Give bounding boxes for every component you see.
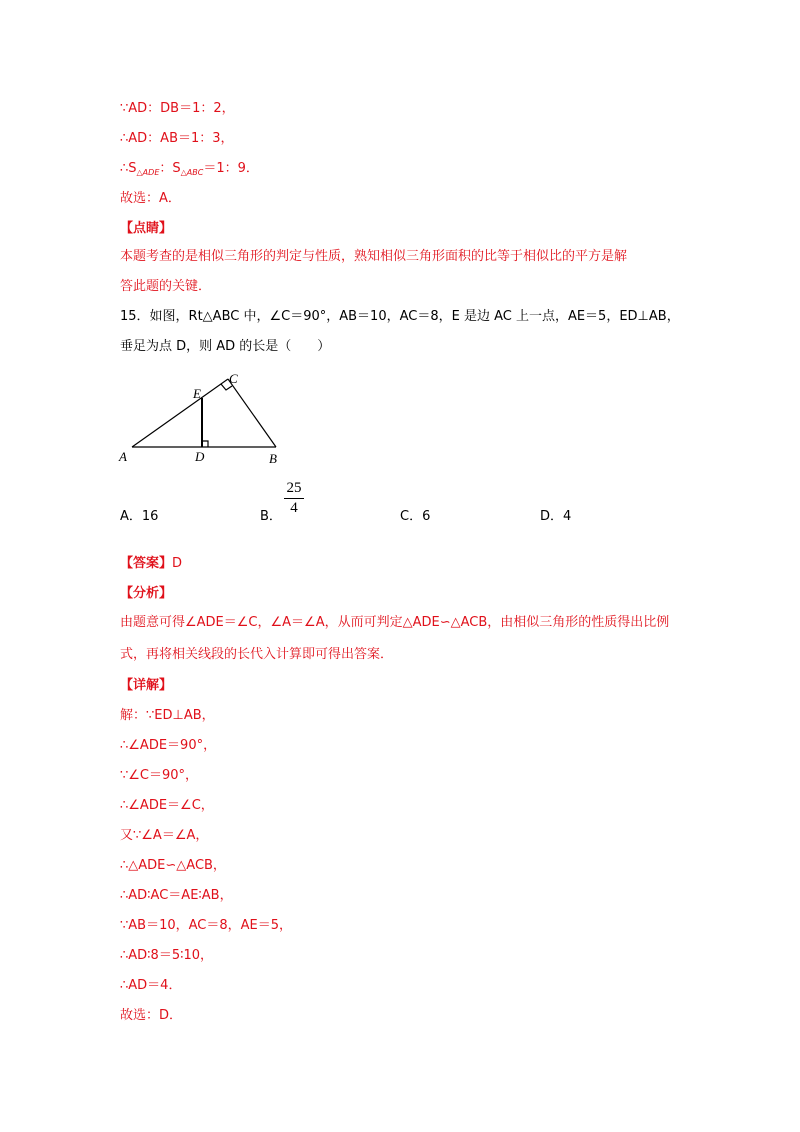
detail-line: ∴AD∶8＝5∶10，: [120, 948, 214, 963]
segment-ac: [132, 379, 228, 447]
detail-line: ∴AD＝4．: [120, 978, 182, 993]
fraction-numerator: 25: [286, 480, 302, 496]
detail-line: 又∵∠A＝∠A，: [120, 828, 209, 843]
solution-line-1: ∵AD：DB＝1：2，: [120, 101, 235, 116]
answer-heading: 【答案】: [120, 556, 173, 571]
detail-line: 解：∵ED⊥AB，: [120, 708, 215, 723]
option-d: D．4: [540, 509, 572, 524]
label-d: D: [195, 449, 205, 464]
detail-line: ∴∠ADE＝∠C，: [120, 798, 214, 813]
area-subscript-ade: △ADE: [136, 168, 160, 177]
triangle-figure: [115, 368, 315, 468]
detail-line: ∵∠C＝90°，: [120, 768, 199, 783]
detail-heading: 【详解】: [120, 678, 173, 693]
solution-line-4: 故选：A．: [120, 191, 181, 206]
detail-line: ∵AB＝10，AC＝8，AE＝5，: [120, 918, 293, 933]
area-subscript-abc: △ABC: [180, 168, 204, 177]
label-a: A: [119, 449, 127, 464]
solution-line-2: ∴AD：AB＝1：3，: [120, 131, 234, 146]
fraction-denominator: 4: [290, 500, 298, 516]
comment-text-1: 本题考查的是相似三角形的判定与性质，熟知相似三角形面积的比等于相似比的平方是解: [120, 249, 628, 264]
option-c: C．6: [400, 509, 431, 524]
detail-line: ∴AD∶AC＝AE∶AB，: [120, 888, 233, 903]
analysis-heading: 【分析】: [120, 586, 173, 601]
comment-text-2: 答此题的关键．: [120, 279, 212, 294]
segment-cb: [228, 379, 276, 447]
comment-heading: 【点睛】: [120, 221, 173, 236]
option-a: A．16: [120, 509, 159, 524]
area-ratio-prefix: ∴S: [120, 161, 137, 176]
fraction-bar: [284, 498, 304, 499]
analysis-text-2: 式，再将相关线段的长代入计算即可得出答案．: [120, 647, 394, 662]
detail-line: ∴△ADE∽△ACB，: [120, 858, 226, 873]
area-ratio-post: ＝1：9．: [203, 161, 259, 176]
question-line-1: 15．如图，Rt△ABC 中，∠C＝90°，AB＝10，AC＝8，E 是边 AC 上一点，AE＝5，ED⊥AB，: [120, 309, 680, 324]
label-b: B: [269, 451, 277, 466]
answer-line: [120, 555, 182, 573]
detail-line: 故选：D．: [120, 1008, 183, 1023]
analysis-text-1: 由题意可得∠ADE＝∠C，∠A＝∠A，从而可判定△ADE∽△ACB，由相似三角形的性质得出比例: [120, 615, 670, 630]
label-c: C: [229, 371, 238, 386]
question-line-2: 垂足为点 D，则 AD 的长是（ ）: [120, 339, 331, 354]
answer-value: D: [172, 556, 183, 571]
option-b-prefix: B．: [260, 509, 282, 524]
area-ratio-mid: ：S: [159, 161, 181, 176]
detail-line: ∴∠ADE＝90°，: [120, 738, 217, 753]
solution-line-3: [120, 160, 259, 182]
option-b-fraction: [284, 480, 304, 517]
label-e: E: [193, 386, 201, 401]
